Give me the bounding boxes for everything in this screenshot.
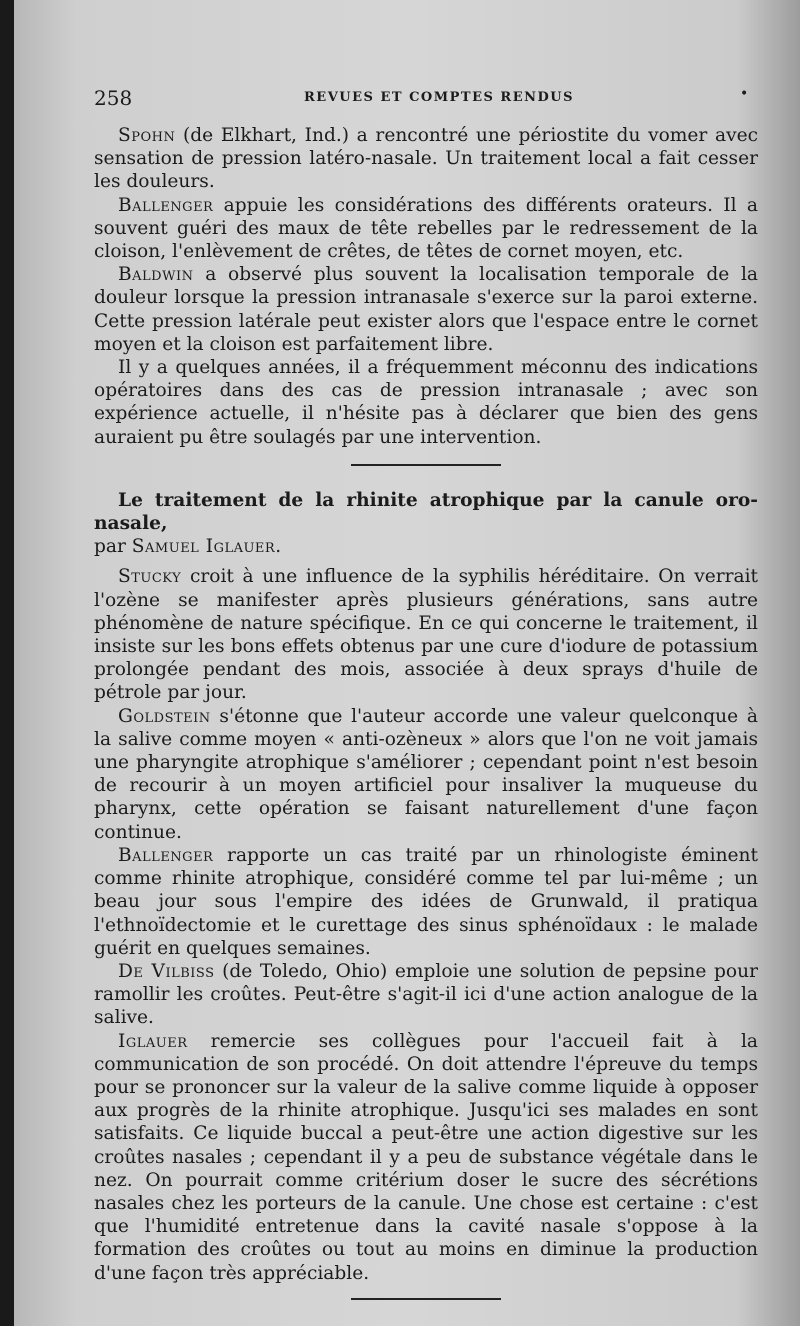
paragraph-text: appuie les considérations des différents orateurs. Il a souvent guéri des maux de tête rebelles par le redressement de la cloison, l'enlèvement de crêtes, de têtes de cornet moyen, etc.: [94, 194, 758, 263]
header-mark: •: [740, 86, 749, 102]
paragraph: [94, 356, 758, 449]
paragraph: [94, 124, 758, 194]
speaker-name: Spohn: [118, 125, 176, 146]
byline: [94, 535, 758, 558]
paragraph-text: rapporte un cas traité par un rhinologiste éminent comme rhinite atrophique, considéré comme tel par lui-même ; un beau jour sous l'empire des idées de Grunwald, il pratiqua l'ethnoïdectomie et le curettage des sinus sphénoïdaux : le malade guérit en quelques semaines.: [94, 844, 758, 959]
paragraph: [94, 194, 758, 264]
paragraph-text: remercie ses collègues pour l'accueil fait à la communication de son procédé. On doit attendre l'épreuve du temps pour se prononcer sur la valeur de la salive comme liquide à opposer aux progrès de la rhinite atrophique. Jusqu'ici ses malades en sont satisfaits. Ce liquide buccal a peut-être une action digestive sur les croûtes nasales ; cependant il y a peu de substance végétale dans le nez. On pourrait comme critérium doser le sucre des sécrétions nasales chez les porteurs de la canule. Une chose est certaine : c'est que l'humidité entretenue dans la cavité nasale s'oppose à la formation des croûtes ou tout au moins en diminue la production d'une façon très appréciable.: [94, 1030, 758, 1284]
page-number: 258: [94, 86, 133, 110]
paragraph: [94, 263, 758, 356]
paragraph-text: (de Toledo, Ohio) emploie une solution de pepsine pour ramollir les croûtes. Peut-être s'agit-il ici d'une action analogue de la salive.: [94, 960, 758, 1029]
paragraph-text: croit à une influence de la syphilis héréditaire. On verrait l'ozène se manifester après plusieurs générations, sans autre phénomène de nature spécifique. En ce qui concerne le traitement, il insiste sur les bons effets obtenus par une cure d'iodure de potassium prolongée pendant des mois, associée à deux sprays d'huile de pétrole par jour.: [94, 566, 758, 704]
byline-author: Samuel Iglauer.: [131, 536, 282, 558]
section-title: Le traitement de la rhinite atrophique par la canule oro-nasale,: [94, 489, 758, 535]
paragraph: [94, 1030, 758, 1285]
paragraph: [94, 960, 758, 1030]
page-body: [94, 124, 758, 1300]
speaker-name: Baldwin: [118, 264, 194, 286]
end-divider: [351, 1298, 501, 1300]
paragraph: [94, 844, 758, 960]
paragraph: [94, 565, 758, 704]
speaker-name: Ballenger: [118, 194, 214, 216]
speaker-name: Goldstein: [118, 705, 211, 727]
speaker-name: De Vilbiss: [118, 960, 215, 982]
byline-prefix: par: [94, 536, 132, 558]
speaker-name: Stucky: [118, 566, 182, 588]
section-divider: [351, 464, 501, 466]
paragraph-text: a observé plus souvent la localisation temporale de la douleur lorsque la pression intranasale s'exerce sur la paroi externe. Cette pression latérale peut exister alors que l'espace entre le cornet moyen et la cloison est parfaitement libre.: [94, 264, 758, 355]
speaker-name: Ballenger: [118, 844, 214, 866]
paragraph-text: Il y a quelques années, il a fréquemment méconnu des indications opératoires dans des cas de pression intranasale ; avec son expérience actuelle, il n'hésite pas à déclarer que bien des gens auraient pu être soulagés par une intervention.: [94, 357, 758, 448]
paragraph-text: s'étonne que l'auteur accorde une valeur quelconque à la salive comme moyen « anti-ozèneux » alors que l'on ne voit jamais une pharyngite atrophique s'améliorer ; cependant point n'est besoin de recourir à un moyen artificiel pour insaliver la muqueuse du pharynx, cette opération se faisant naturellement d'une façon continue.: [94, 705, 758, 843]
book-page: [14, 0, 800, 1326]
speaker-name: Iglauer: [118, 1030, 188, 1052]
paragraph-text: (de Elkhart, Ind.) a rencontré une périostite du vomer avec sensation de pression latéro-nasale. Un traitement local a fait cesser les douleurs.: [94, 125, 758, 193]
running-head: REVUES ET COMPTES RENDUS: [304, 90, 574, 105]
paragraph: [94, 705, 758, 844]
page-header: [94, 86, 764, 108]
